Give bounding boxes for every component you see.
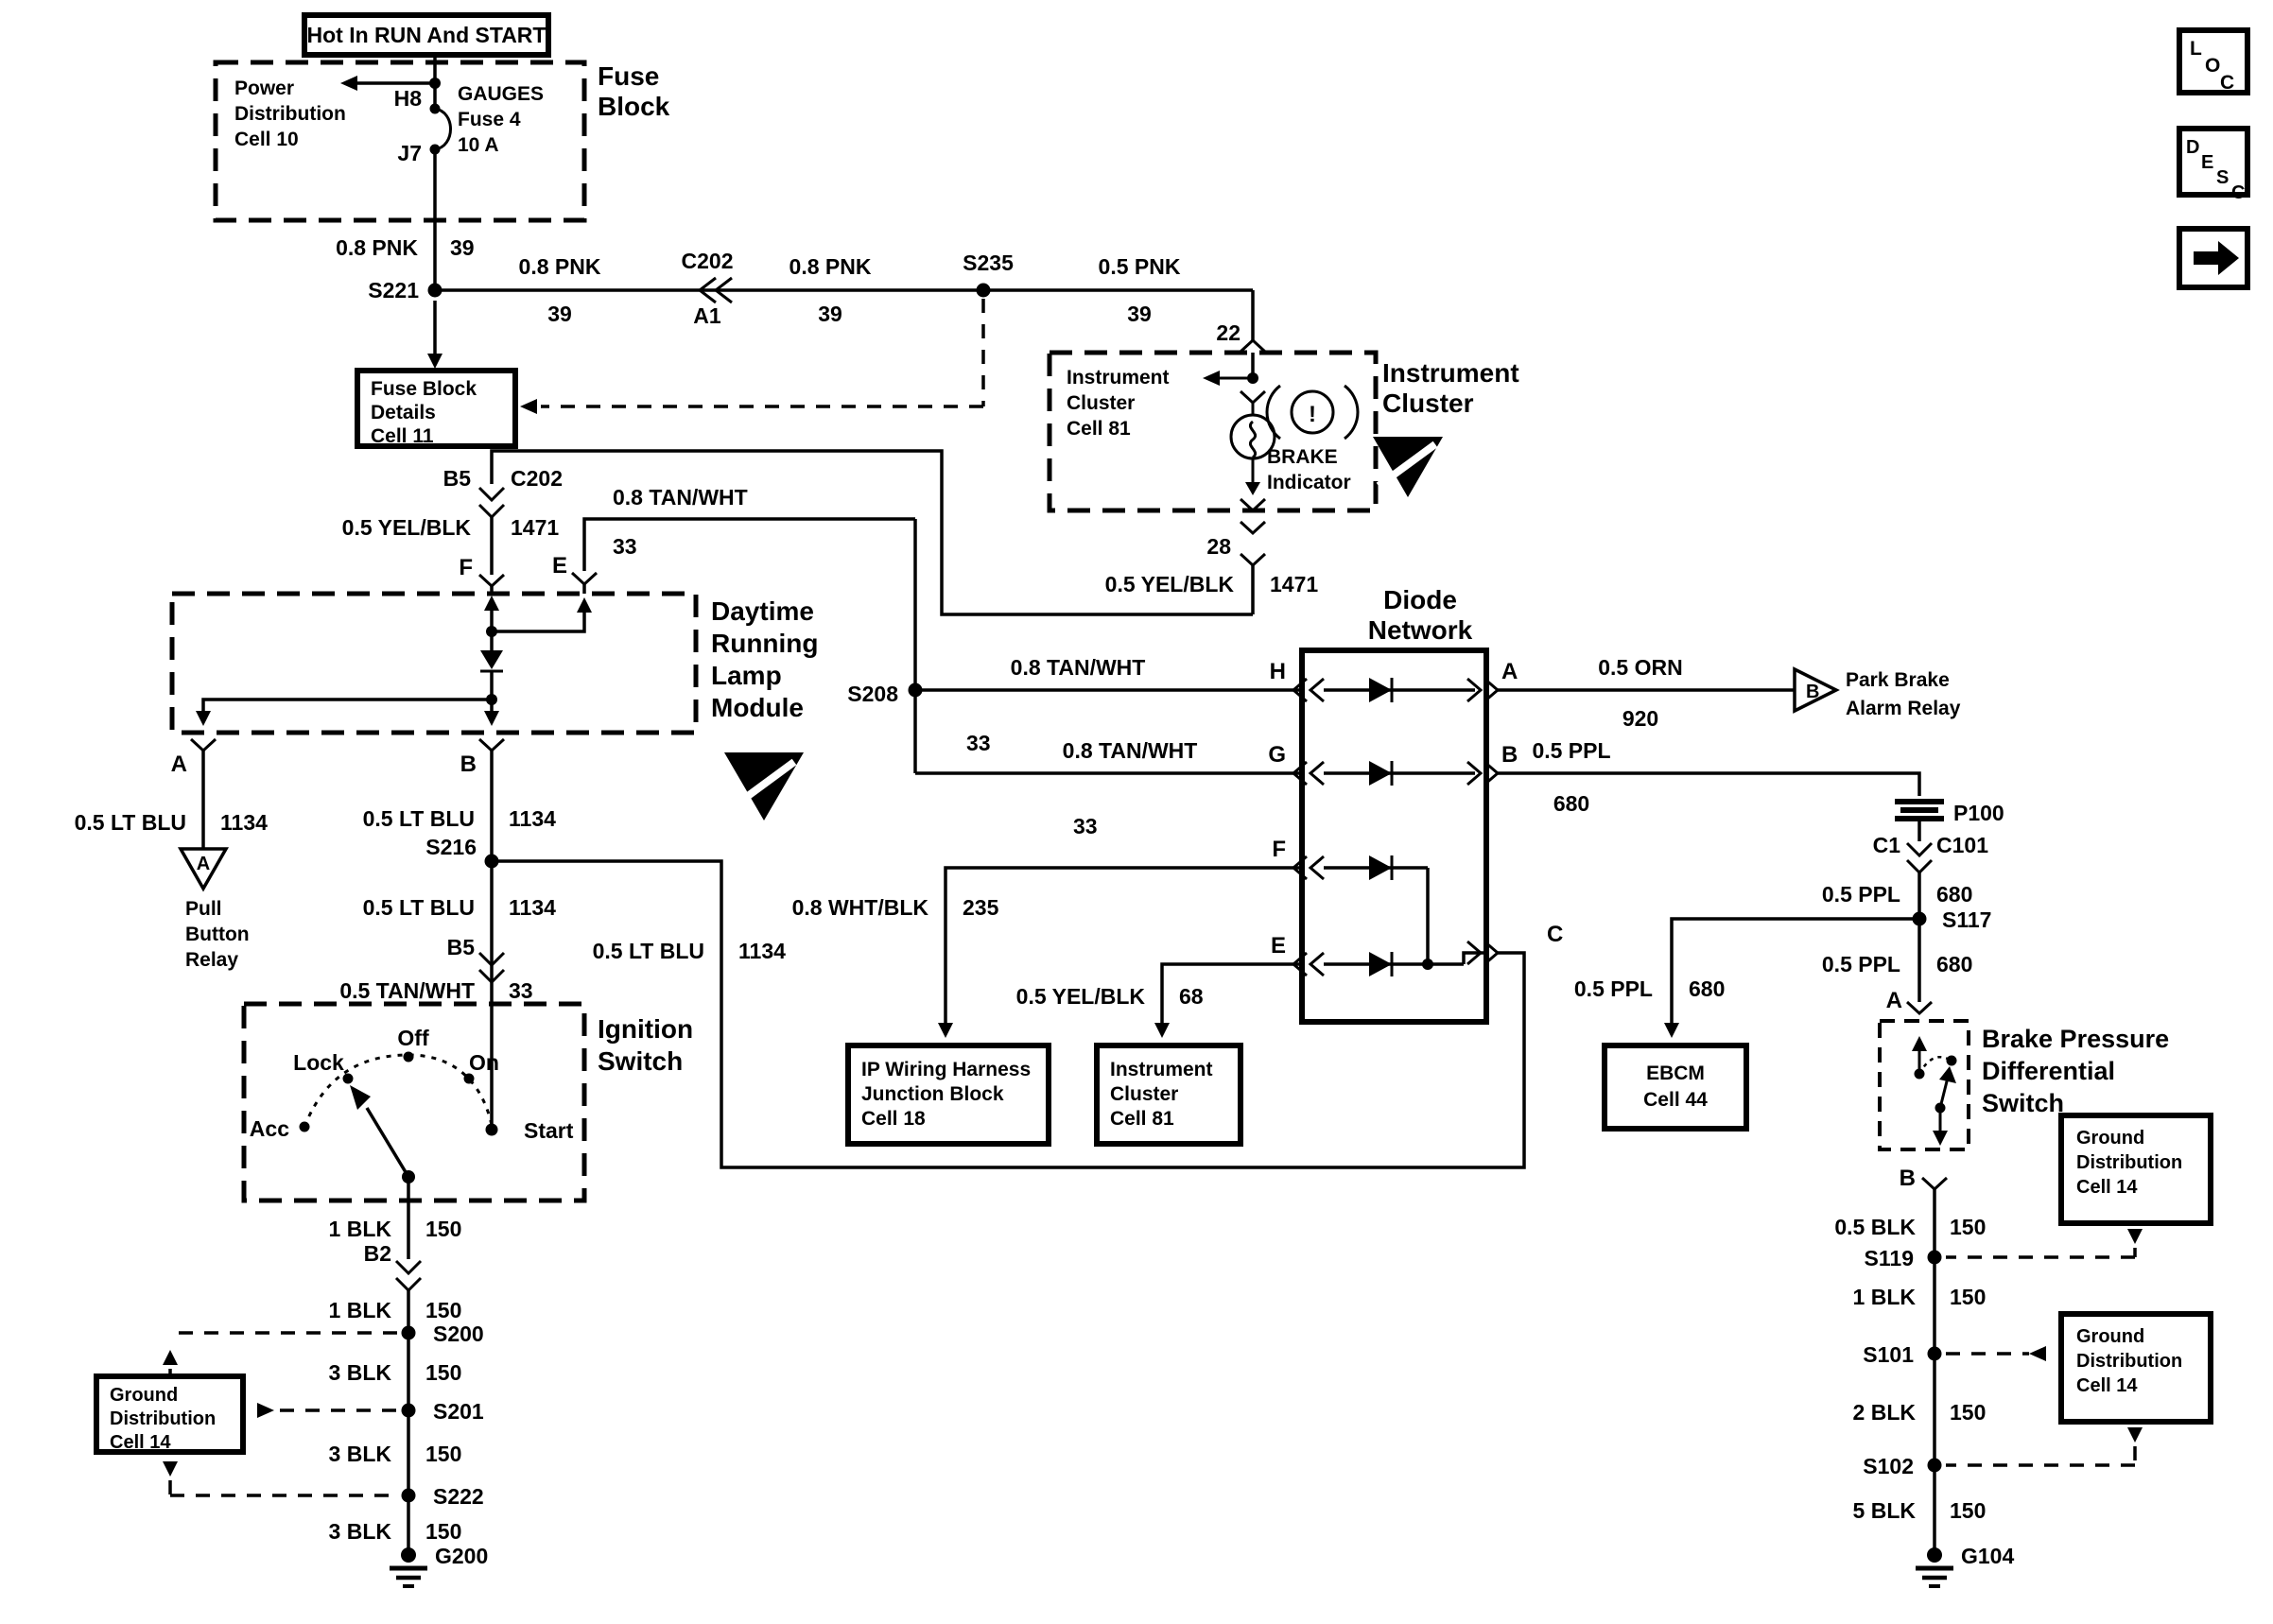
svg-text:0.5 LT BLU: 0.5 LT BLU: [74, 810, 186, 835]
svg-text:Cell 14: Cell 14: [2076, 1375, 2138, 1396]
ground-label-g200: G200: [435, 1544, 489, 1568]
svg-text:33: 33: [509, 978, 533, 1003]
svg-text:33: 33: [613, 534, 637, 559]
svg-text:E: E: [1270, 933, 1286, 959]
esd-icon: [724, 752, 804, 821]
splice-dot-s200: [402, 1326, 416, 1340]
tanwht-33-route: [552, 485, 1302, 838]
feed-wire-run: [336, 235, 1265, 352]
svg-text:680: 680: [1689, 976, 1726, 1001]
svg-text:0.5 ORN: 0.5 ORN: [1598, 655, 1683, 680]
left-arrow-icon: [2029, 1346, 2046, 1361]
connector-c202-cavity: A1: [693, 303, 721, 328]
down-arrow-icon: [2127, 1229, 2143, 1244]
svg-text:680: 680: [1553, 791, 1590, 816]
svg-text:10 A: 10 A: [458, 134, 499, 156]
wire-color: 0.8 PNK: [336, 235, 418, 260]
desc-button[interactable]: [2179, 129, 2247, 203]
svg-text:2 BLK: 2 BLK: [1852, 1400, 1916, 1425]
ppl-680-branch: [1498, 738, 2004, 1129]
svg-text:EBCM: EBCM: [1646, 1063, 1705, 1084]
svg-text:Cell 18: Cell 18: [861, 1108, 926, 1130]
instrument-cluster-title: Instrument: [1382, 358, 1519, 388]
svg-text:1 BLK: 1 BLK: [1852, 1285, 1916, 1309]
svg-text:Details: Details: [371, 402, 436, 423]
hot-banner: [304, 15, 548, 55]
diode-icon: [1369, 761, 1392, 786]
svg-text:1134: 1134: [220, 810, 268, 835]
right-ground-chain: [1834, 1115, 2211, 1586]
svg-text:0.5 PPL: 0.5 PPL: [1821, 952, 1900, 976]
svg-text:920: 920: [1622, 706, 1659, 731]
power-distribution-ref: Power: [234, 78, 295, 99]
svg-text:33: 33: [966, 731, 991, 755]
svg-text:0.5 PNK: 0.5 PNK: [1098, 254, 1181, 279]
svg-text:Cell 44: Cell 44: [1643, 1089, 1708, 1111]
ground-icon: [1916, 1568, 1953, 1586]
splice-label-s235: S235: [963, 251, 1014, 275]
svg-text:0.8 TAN/WHT: 0.8 TAN/WHT: [1010, 655, 1146, 680]
svg-text:0.5 PPL: 0.5 PPL: [1573, 976, 1653, 1001]
grommet-label: P100: [1953, 801, 2004, 825]
left-ground-chain: [96, 1217, 488, 1586]
svg-text:Relay: Relay: [185, 949, 239, 971]
ground-dot-g200: [401, 1547, 416, 1563]
instrument-cluster-cell81: [1016, 964, 1302, 1144]
ebcm-box: [1605, 1045, 1746, 1129]
svg-text:1 BLK: 1 BLK: [328, 1217, 391, 1241]
svg-text:0.5 TAN/WHT: 0.5 TAN/WHT: [339, 978, 475, 1003]
splice-label-s101: S101: [1863, 1342, 1914, 1367]
nav-buttons: [2179, 30, 2247, 287]
diode-network-box: [1302, 650, 1486, 1022]
svg-text:150: 150: [425, 1360, 462, 1385]
svg-text:0.5 YEL/BLK: 0.5 YEL/BLK: [1015, 984, 1145, 1009]
cluster-pin-22: 22: [1216, 320, 1241, 345]
svg-text:Pull: Pull: [185, 898, 222, 920]
ignition-title: Ignition: [598, 1014, 694, 1044]
fuse-block-details: [357, 299, 983, 447]
svg-text:Cluster: Cluster: [1382, 389, 1474, 418]
instrument-cluster-top: [1050, 353, 1519, 614]
fuse-block-title: Fuse: [598, 61, 660, 91]
svg-text:G: G: [1268, 742, 1286, 768]
svg-text:Distribution: Distribution: [110, 1408, 217, 1429]
svg-text:3 BLK: 3 BLK: [328, 1442, 391, 1466]
svg-text:150: 150: [1950, 1215, 1987, 1239]
svg-text:Lamp: Lamp: [711, 661, 782, 690]
drl-pin-e: E: [551, 553, 567, 579]
svg-text:C: C: [2220, 72, 2235, 94]
bpds-pin-b: B: [1899, 1166, 1916, 1191]
splice-label-s222: S222: [433, 1484, 484, 1509]
pos-start: Start: [524, 1118, 574, 1143]
esd-icon: [1373, 437, 1443, 497]
svg-text:Cluster: Cluster: [1067, 392, 1136, 414]
svg-text:33: 33: [1073, 814, 1098, 838]
svg-text:Cell 81: Cell 81: [1110, 1108, 1174, 1130]
svg-text:D: D: [2186, 137, 2200, 158]
switch-blade-arrow: [350, 1085, 371, 1110]
svg-text:Fuse 4: Fuse 4: [458, 109, 521, 130]
splice-label-s208: S208: [847, 682, 898, 706]
drl-module-box: [172, 594, 696, 733]
bpds-pin-a: A: [1885, 988, 1902, 1013]
relay-pin: B: [1806, 682, 1820, 702]
svg-text:0.5 LT BLU: 0.5 LT BLU: [362, 895, 475, 920]
svg-text:Distribution: Distribution: [234, 103, 346, 125]
grommet-p100-icon: [1895, 802, 1944, 819]
down-arrow-icon: [1664, 1023, 1679, 1038]
svg-text:3 BLK: 3 BLK: [328, 1519, 391, 1544]
fuse-name: GAUGES: [458, 83, 545, 105]
svg-text:0.5 LT BLU: 0.5 LT BLU: [592, 939, 704, 963]
park-brake-alarm-relay: [1498, 655, 1961, 731]
splice-dot-s201: [402, 1404, 416, 1418]
svg-text:0.5 PPL: 0.5 PPL: [1821, 882, 1900, 907]
splice-dot-s101: [1928, 1347, 1942, 1361]
svg-text:680: 680: [1936, 952, 1973, 976]
svg-text:0.5 YEL/BLK: 0.5 YEL/BLK: [1104, 572, 1234, 596]
left-arrow-icon: [520, 399, 537, 414]
svg-text:IP Wiring Harness: IP Wiring Harness: [861, 1059, 1032, 1080]
svg-text:Cell 14: Cell 14: [110, 1432, 171, 1453]
svg-text:Cluster: Cluster: [1110, 1083, 1179, 1105]
left-arrow-icon: [1203, 371, 1220, 386]
drl-module: [171, 594, 819, 821]
bpds-box: [1880, 1021, 1969, 1149]
connector-c202: C202: [681, 249, 734, 273]
svg-text:O: O: [2205, 55, 2221, 77]
connector-c202b: C202: [511, 466, 563, 491]
svg-text:3 BLK: 3 BLK: [328, 1360, 391, 1385]
splice-dot-s102: [1928, 1459, 1942, 1473]
diode-icon: [1369, 952, 1392, 976]
svg-text:Ground: Ground: [110, 1385, 179, 1406]
svg-text:1134: 1134: [509, 895, 556, 920]
svg-text:B: B: [1501, 742, 1518, 768]
splice-label-s117: S117: [1942, 907, 1992, 932]
svg-text:Alarm Relay: Alarm Relay: [1846, 698, 1961, 719]
cluster-pin-28: 28: [1206, 534, 1231, 559]
bpds-title: Brake Pressure: [1982, 1025, 2170, 1053]
connector-b2: B2: [363, 1241, 391, 1266]
wire-circuit: 39: [450, 235, 475, 260]
splice-label-s216: S216: [425, 835, 477, 859]
svg-text:235: 235: [963, 895, 999, 920]
svg-text:A: A: [1501, 659, 1518, 684]
svg-text:150: 150: [425, 1519, 462, 1544]
splice-label-s119: S119: [1864, 1246, 1914, 1270]
svg-text:Indicator: Indicator: [1267, 472, 1351, 493]
diode-icon: [1369, 855, 1392, 880]
diode-icon: [480, 650, 503, 669]
svg-text:C: C: [1547, 922, 1564, 947]
right-arrow-icon: [257, 1403, 274, 1418]
svg-text:0.8 WHT/BLK: 0.8 WHT/BLK: [791, 895, 928, 920]
hot-banner-label: Hot In RUN And START: [306, 23, 547, 47]
splice-dot-s119: [1928, 1251, 1942, 1265]
diode-network-title: Diode: [1383, 585, 1457, 614]
svg-text:Differential: Differential: [1982, 1057, 2116, 1085]
drl-pin-b: B: [460, 752, 477, 777]
splice-dot-s235: [977, 284, 991, 298]
splice-dot-s222: [402, 1489, 416, 1503]
left-arrow-icon: [340, 76, 357, 91]
svg-text:1134: 1134: [509, 806, 556, 831]
diode-row-h: [1270, 659, 1518, 702]
diode-row-g: [1268, 742, 1518, 786]
svg-text:150: 150: [1950, 1400, 1987, 1425]
svg-text:1134: 1134: [738, 939, 786, 963]
diode-icon: [1369, 678, 1392, 702]
svg-text:Junction Block: Junction Block: [861, 1083, 1004, 1105]
ground-dot-g104: [1927, 1547, 1942, 1563]
svg-text:150: 150: [1950, 1498, 1987, 1523]
fuse-pin-bottom: J7: [397, 141, 422, 165]
svg-text:Module: Module: [711, 693, 804, 722]
svg-text:!: !: [1309, 402, 1316, 427]
connector-c1: C1: [1872, 833, 1900, 857]
svg-text:Running: Running: [711, 629, 819, 658]
svg-text:150: 150: [425, 1217, 462, 1241]
svg-text:1 BLK: 1 BLK: [328, 1298, 391, 1322]
up-arrow-icon: [163, 1350, 178, 1365]
svg-text:68: 68: [1179, 984, 1204, 1009]
ground-label-g104: G104: [1961, 1544, 2015, 1568]
svg-text:C: C: [2231, 182, 2246, 203]
svg-text:Instrument: Instrument: [1110, 1059, 1213, 1080]
svg-text:Cell 10: Cell 10: [234, 129, 299, 150]
pos-acc: Acc: [249, 1116, 289, 1141]
svg-text:0.5 BLK: 0.5 BLK: [1834, 1215, 1916, 1239]
svg-text:Block: Block: [598, 92, 670, 121]
svg-text:Cell 81: Cell 81: [1067, 418, 1131, 440]
svg-text:Network: Network: [1367, 615, 1473, 645]
down-arrow-icon: [427, 354, 442, 369]
svg-text:0.5 PPL: 0.5 PPL: [1532, 738, 1611, 763]
next-page-button[interactable]: [2179, 229, 2247, 287]
splice-label-s201: S201: [433, 1399, 484, 1424]
svg-text:0.8 PNK: 0.8 PNK: [789, 254, 872, 279]
svg-text:Fuse Block: Fuse Block: [371, 378, 477, 400]
down-arrow-icon: [2127, 1427, 2143, 1443]
svg-text:1471: 1471: [1270, 572, 1319, 596]
svg-text:39: 39: [1127, 302, 1152, 326]
ignition-switch: [244, 1004, 693, 1259]
svg-text:Distribution: Distribution: [2076, 1152, 2183, 1173]
relay-pin: A: [196, 854, 211, 874]
right-arrow-icon: [2194, 241, 2239, 275]
ground-icon: [390, 1568, 427, 1586]
loc-button[interactable]: [2179, 30, 2247, 94]
svg-text:Ground: Ground: [2076, 1326, 2145, 1347]
drl-pin-a: A: [170, 752, 187, 777]
svg-text:0.8 TAN/WHT: 0.8 TAN/WHT: [1062, 738, 1198, 763]
fuse-block: [216, 55, 670, 290]
svg-text:Park Brake: Park Brake: [1846, 669, 1950, 691]
svg-text:0.8 TAN/WHT: 0.8 TAN/WHT: [613, 485, 748, 510]
down-arrow-icon: [938, 1023, 953, 1038]
drl-title: Daytime: [711, 596, 814, 626]
svg-text:0.5 LT BLU: 0.5 LT BLU: [362, 806, 475, 831]
fuse-icon: [435, 109, 451, 149]
svg-text:F: F: [1272, 837, 1286, 862]
svg-text:5 BLK: 5 BLK: [1852, 1498, 1916, 1523]
svg-text:39: 39: [818, 302, 842, 326]
svg-text:Button: Button: [185, 924, 250, 945]
diode-network: [1268, 585, 1563, 1022]
svg-text:0.8 PNK: 0.8 PNK: [518, 254, 601, 279]
connector-b5: B5: [442, 466, 471, 491]
pos-lock: Lock: [293, 1050, 344, 1075]
svg-text:150: 150: [425, 1298, 462, 1322]
svg-text:150: 150: [1950, 1285, 1987, 1309]
connector-c101: C101: [1936, 833, 1988, 857]
down-arrow-icon: [163, 1461, 178, 1477]
svg-text:0.5 YEL/BLK: 0.5 YEL/BLK: [341, 515, 471, 540]
svg-text:Ground: Ground: [2076, 1128, 2145, 1149]
svg-text:H: H: [1269, 659, 1286, 684]
svg-text:L: L: [2190, 38, 2202, 60]
diode-row-f: [1272, 837, 1428, 964]
svg-text:Switch: Switch: [598, 1046, 684, 1076]
pull-button-relay: [75, 751, 269, 971]
svg-text:Cell 14: Cell 14: [2076, 1177, 2138, 1198]
fuse-pin-top: H8: [393, 86, 422, 111]
svg-text:Cell 11: Cell 11: [371, 425, 434, 447]
svg-text:1471: 1471: [511, 515, 560, 540]
pos-on: On: [469, 1050, 499, 1075]
splice-label-s200: S200: [433, 1322, 484, 1346]
svg-text:E: E: [2201, 152, 2214, 173]
cluster-ref: Instrument: [1067, 367, 1170, 389]
svg-text:S: S: [2216, 167, 2230, 188]
svg-text:150: 150: [425, 1442, 462, 1466]
svg-text:Distribution: Distribution: [2076, 1351, 2183, 1372]
connector-b5-lower: B5: [446, 935, 475, 959]
svg-text:680: 680: [1936, 882, 1973, 907]
splice-label-s221: S221: [368, 278, 419, 302]
diode-row-e: [1271, 922, 1563, 976]
svg-text:39: 39: [547, 302, 572, 326]
down-arrow-icon: [1154, 1023, 1170, 1038]
brake-pressure-differential-switch: [1880, 988, 2169, 1149]
brake-indicator-label: BRAKE: [1267, 446, 1338, 468]
splice-label-s102: S102: [1863, 1454, 1914, 1478]
drl-pin-f: F: [459, 555, 473, 580]
svg-text:Switch: Switch: [1982, 1089, 2065, 1117]
pos-off: Off: [397, 1026, 429, 1050]
